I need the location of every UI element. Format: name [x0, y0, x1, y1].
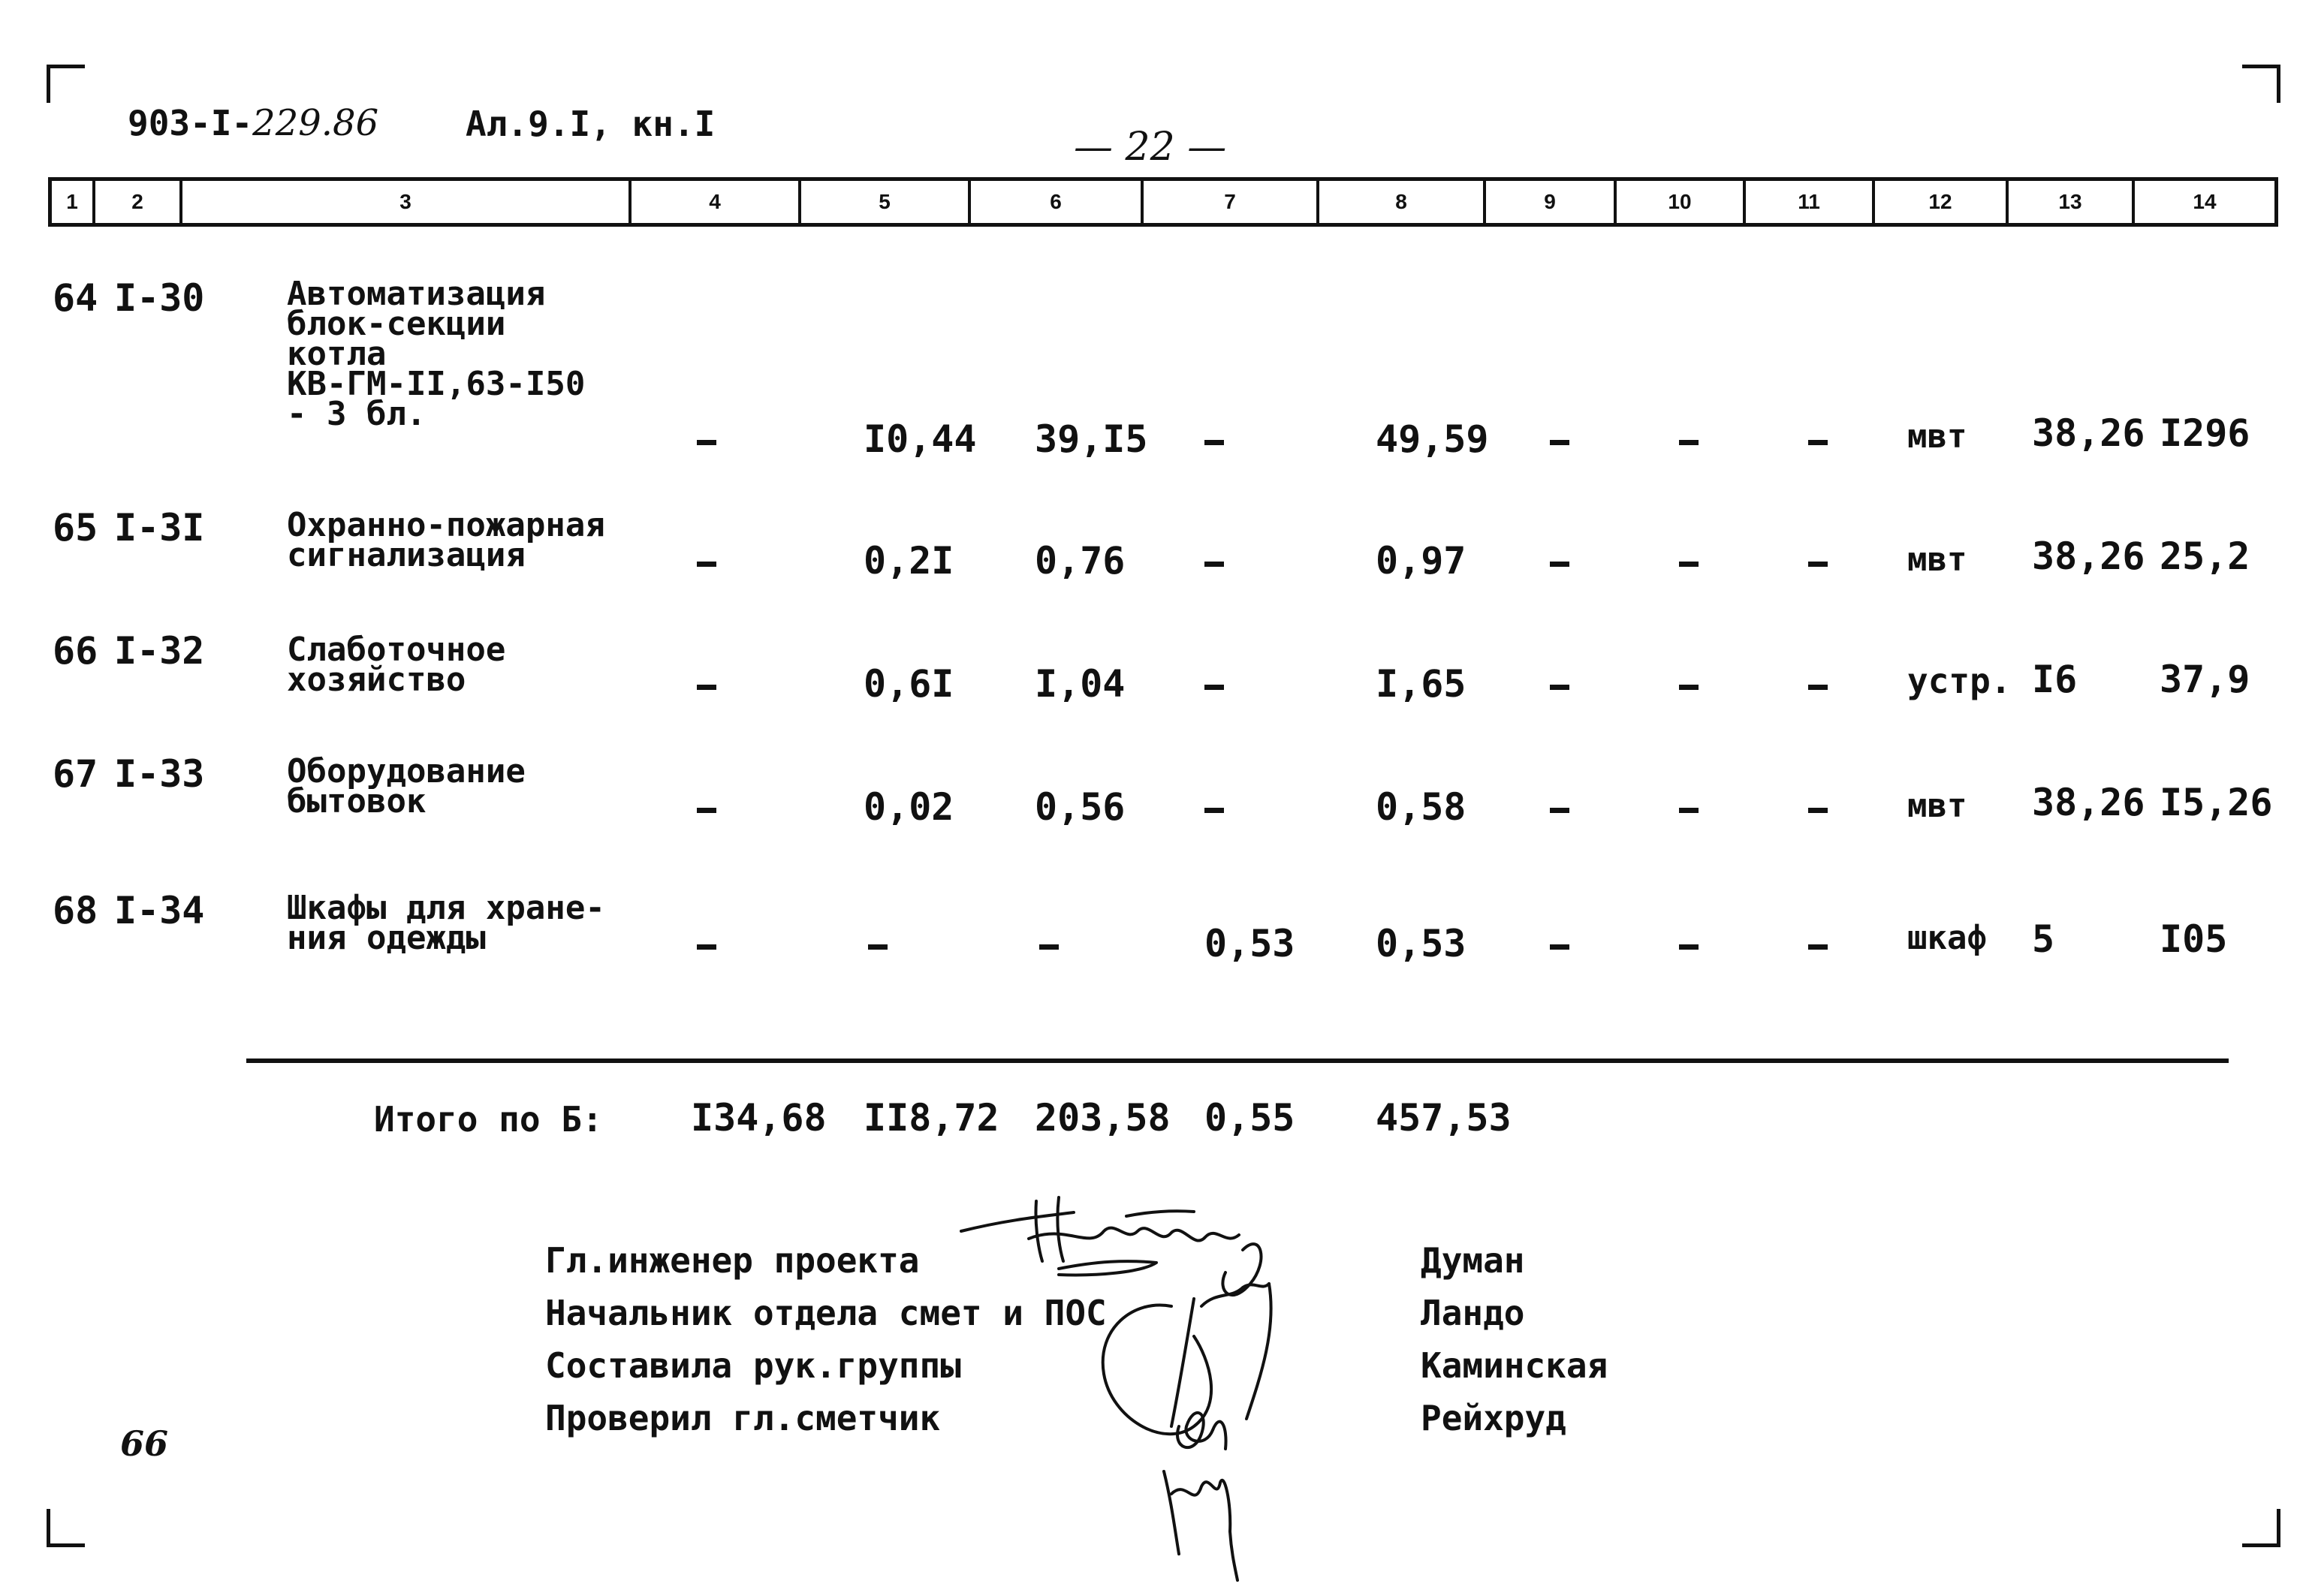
- column-number: 1: [52, 181, 95, 223]
- row-code: I-3I: [114, 506, 205, 550]
- value-col8: 49,59: [1376, 417, 1489, 461]
- value-col13: 38,26: [2032, 411, 2145, 455]
- value-col6: I,04: [1035, 662, 1126, 706]
- signer-role: Гл.инженер проекта: [545, 1240, 920, 1281]
- handwritten-signatures: [946, 1179, 1427, 1584]
- row-number: 64: [53, 276, 98, 320]
- totals-label: Итого по Б:: [374, 1099, 603, 1140]
- empty-value-dash: [697, 944, 716, 950]
- value-col8: 0,58: [1376, 785, 1466, 829]
- value-col8: 0,53: [1376, 922, 1466, 965]
- total-col7: 0,55: [1204, 1096, 1295, 1140]
- empty-value-dash: [1550, 562, 1569, 567]
- empty-value-dash: [1808, 440, 1828, 445]
- signer-name: Рейхруд: [1421, 1398, 1566, 1438]
- signer-role: Составила рук.группы: [545, 1345, 961, 1386]
- column-number: 14: [2193, 190, 2217, 213]
- row-description: Автоматизация блок-секции котла КВ-ГМ-II,63-I50 - 3 бл.: [287, 275, 586, 433]
- empty-value-dash: [1550, 944, 1569, 950]
- unit: устр.: [1907, 661, 2012, 701]
- row-description: Шкафы для хране- ния одежды: [287, 889, 605, 957]
- empty-value-dash: [1679, 440, 1699, 445]
- value-col5: 0,02: [864, 785, 954, 829]
- empty-value-dash: [697, 685, 716, 690]
- empty-value-dash: [697, 562, 716, 567]
- column-number: 8: [1319, 181, 1486, 223]
- unit: мвт: [1907, 541, 1967, 579]
- empty-value-dash: [1679, 562, 1699, 567]
- column-number: 4: [632, 181, 801, 223]
- value-col5: 0,2I: [864, 539, 954, 583]
- value-col6: 39,I5: [1035, 417, 1148, 461]
- row-code: I-30: [114, 276, 205, 320]
- value-col14: 37,9: [2160, 658, 2250, 701]
- row-description: Слаботочное хозяйство: [287, 631, 506, 699]
- column-number-strip: [48, 177, 2278, 227]
- value-col8: 0,97: [1376, 539, 1466, 583]
- column-number: 6: [971, 181, 1144, 223]
- row-number: 65: [53, 506, 98, 550]
- value-col13: 5: [2032, 917, 2055, 961]
- unit: мвт: [1907, 417, 1967, 456]
- empty-value-dash: [697, 440, 716, 445]
- sheet-mark: 66: [120, 1423, 169, 1464]
- empty-value-dash: [1550, 440, 1569, 445]
- signer-name: Думан: [1421, 1240, 1525, 1281]
- empty-value-dash: [1039, 944, 1059, 950]
- column-number: 12: [1875, 181, 2009, 223]
- row-number: 67: [53, 752, 98, 796]
- signer-role: Проверил гл.сметчик: [545, 1398, 941, 1438]
- row-code: I-34: [114, 889, 205, 932]
- row-description: Оборудование бытовок: [287, 752, 526, 821]
- document-code-handwritten: 229.86: [252, 102, 379, 144]
- row-code: I-32: [114, 629, 205, 673]
- corner-mark-top-left: [47, 65, 85, 103]
- corner-mark-bottom-right: [2242, 1509, 2280, 1547]
- total-col4: I34,68: [691, 1096, 827, 1140]
- empty-value-dash: [1808, 808, 1828, 813]
- page-number: — 22 —: [1074, 125, 1227, 170]
- total-col6: 203,58: [1035, 1096, 1171, 1140]
- empty-value-dash: [697, 808, 716, 813]
- row-description: Охранно-пожарная сигнализация: [287, 506, 605, 574]
- value-col14: I05: [2160, 917, 2228, 961]
- empty-value-dash: [868, 944, 888, 950]
- empty-value-dash: [1550, 685, 1569, 690]
- value-col14: I5,26: [2160, 781, 2273, 824]
- empty-value-dash: [1204, 562, 1224, 567]
- corner-mark-bottom-left: [47, 1509, 85, 1547]
- column-number: 2: [95, 181, 182, 223]
- total-col8: 457,53: [1376, 1096, 1512, 1140]
- signer-name: Каминская: [1421, 1345, 1608, 1386]
- unit: шкаф: [1907, 919, 1987, 957]
- empty-value-dash: [1808, 685, 1828, 690]
- empty-value-dash: [1679, 685, 1699, 690]
- empty-value-dash: [1679, 808, 1699, 813]
- document-code: [128, 102, 378, 144]
- empty-value-dash: [1204, 685, 1224, 690]
- corner-mark-top-right: [2242, 65, 2280, 103]
- column-number: 3: [182, 181, 632, 223]
- empty-value-dash: [1679, 944, 1699, 950]
- totals-divider: [246, 1058, 2229, 1063]
- empty-value-dash: [1204, 808, 1224, 813]
- column-number: 9: [1486, 181, 1617, 223]
- row-number: 68: [53, 889, 98, 932]
- value-col14: I296: [2160, 411, 2250, 455]
- column-number: 11: [1746, 181, 1875, 223]
- total-col5: II8,72: [864, 1096, 999, 1140]
- unit: мвт: [1907, 787, 1967, 825]
- album-reference: Ал.9.I, кн.I: [466, 104, 716, 144]
- value-col13: 38,26: [2032, 535, 2145, 578]
- document-code-prefix: 903-I-: [128, 103, 253, 143]
- value-col13: 38,26: [2032, 781, 2145, 824]
- column-number: 5: [801, 181, 971, 223]
- column-number: 7: [1144, 181, 1319, 223]
- signer-name: Ландо: [1421, 1293, 1525, 1333]
- value-col7: 0,53: [1204, 922, 1295, 965]
- value-col13: I6: [2032, 658, 2078, 701]
- empty-value-dash: [1808, 562, 1828, 567]
- value-col6: 0,56: [1035, 785, 1126, 829]
- empty-value-dash: [1204, 440, 1224, 445]
- value-col5: 0,6I: [864, 662, 954, 706]
- empty-value-dash: [1550, 808, 1569, 813]
- signer-role: Начальник отдела смет и ПОС: [545, 1293, 1107, 1333]
- column-number: 10: [1617, 181, 1746, 223]
- value-col8: I,65: [1376, 662, 1466, 706]
- value-col14: 25,2: [2160, 535, 2250, 578]
- column-number: 13: [2009, 181, 2135, 223]
- value-col6: 0,76: [1035, 539, 1126, 583]
- row-number: 66: [53, 629, 98, 673]
- value-col5: I0,44: [864, 417, 977, 461]
- empty-value-dash: [1808, 944, 1828, 950]
- row-code: I-33: [114, 752, 205, 796]
